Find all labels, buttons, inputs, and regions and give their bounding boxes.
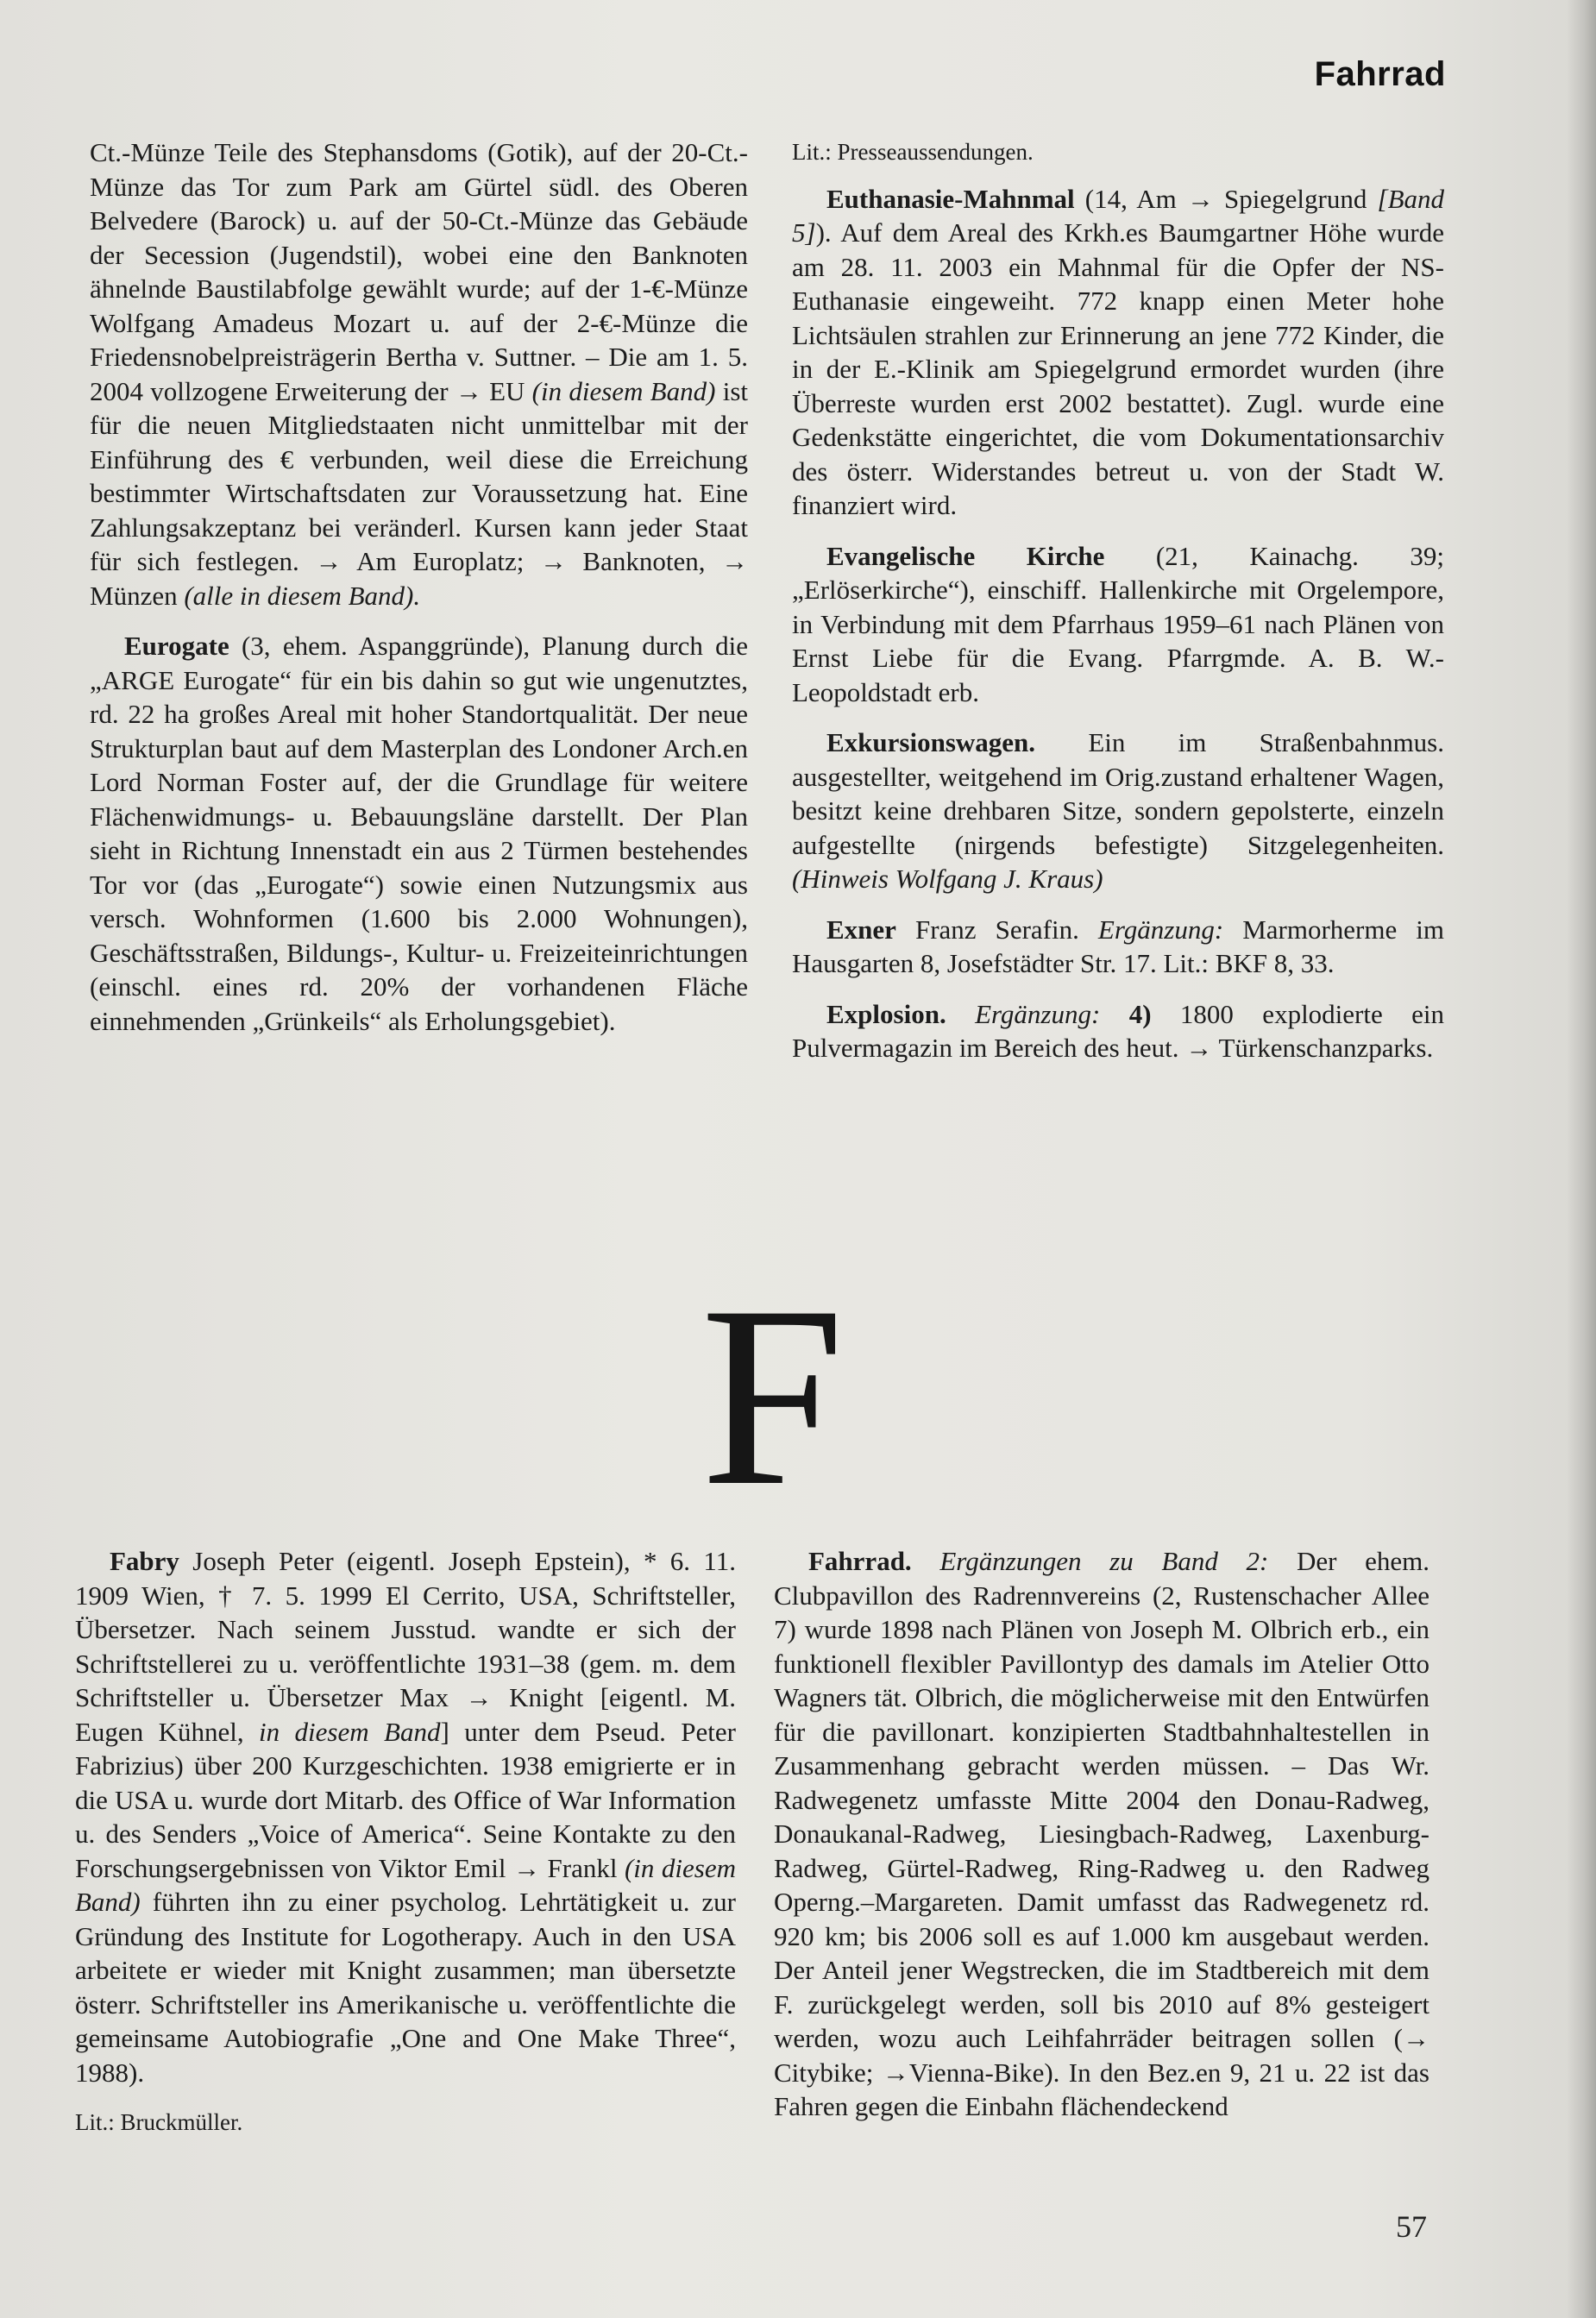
entry-text: Franz Serafin.: [895, 914, 1098, 945]
entry-text: Ein im Straßenbahnmus. ausgestellter, weitgehend im Orig.zustand erhaltener Wagen, besitzt keine drehbaren Sitze, sondern gepolsterte, einzeln aufgestellte (nirgends befestigte) Sitzgelegenheiten.: [792, 727, 1444, 860]
entry-text: führten ihn zu einer psycholog. Lehrtätigkeit u. zur Gründung des Institute for Logotherapy. Auch in den USA arbeitete er wieder mit Knight zusammen; man übersetzte österr. Schriftsteller ins Amerikanische u. veröffentlichte die gemeinsame Autobiografie „One and One Make Three“, 1988).: [75, 1887, 736, 2088]
entry-euro-continuation: [90, 135, 748, 612]
entry-italic: (alle in diesem Band).: [184, 580, 421, 611]
entry-italic: in diesem Band: [259, 1716, 441, 1747]
right-column-top: [792, 135, 1444, 1082]
entry-euthanasie-mahnmal: [792, 182, 1444, 523]
entry-text: ] unter dem Pseud. Peter Fabrizius) über 200 Kurzgeschichten. 1938 emigrierte er in die USA u. wurde dort Mitarb. des Office of War Information u. des Senders „Voice of America“. Seine Kontakte zu den Forschungsergebnissen von Viktor Emil → Frankl: [75, 1716, 736, 1883]
entry-number: 4): [1100, 998, 1152, 1029]
entry-text: (3, ehem. Aspanggründe), Planung durch die „ARGE Eurogate“ für ein bis dahin so gut wie ungenutztes, rd. 22 ha großes Areal mit hoher Standortqualität. Der neue Strukturplan baut auf dem Masterplan des Londoner Arch.en Lord Norman Foster auf, der die Grundlage für weitere Flächenwidmungs- u. Bebauungsläne darstellt. Der Plan sieht in Richtung Innenstadt ein aus 2 Türmen bestehendes Tor vor (das „Eurogate“) sowie einen Nutzungsmix aus versch. Wohnformen (1.600 bis 2.000 Wohnungen), Geschäftsstraßen, Bildungs-, Kultur- u. Freizeiteinrichtungen (einschl. eines rd. 20% der vorhandenen Fläche einnehmenden „Grünkeils“ als Erholungsgebiet).: [90, 631, 748, 1036]
lemma-exkursionswagen: Exkursionswagen.: [826, 727, 1036, 757]
entry-text: (21, Kainachg. 39; „Erlöserkirche“), einschiff. Hallenkirche mit Orgelempore, in Verbindung mit dem Pfarrhaus 1959–61 nach Plänen von Ernst Liebe für die Evang. Pfarrgmde. A. B. W.-Leopoldstadt erb.: [792, 540, 1444, 707]
lemma-euthanasie-mahnmal: Euthanasie-Mahnmal: [826, 183, 1075, 214]
entry-text: 1800 explodierte ein Pulvermagazin im Bereich des heut. → Türkenschanzparks.: [792, 998, 1445, 1063]
left-column-top: [90, 135, 748, 1054]
entry-italic: Ergänzung:: [1097, 914, 1224, 945]
lemma-fabry: Fabry: [110, 1546, 179, 1576]
entry-text: Ct.-Münze Teile des Stephansdoms (Gotik), auf der 20-Ct.-Münze das Tor zum Park am Gürtel südl. des Oberen Belvedere (Barock) u. auf der 50-Ct.-Münze das Gebäude der Secession (Jugendstil), wobei eine den Banknoten ähnelnde Baustilabfolge gewählt wurde; auf der 1-€-Münze Wolfgang Amadeus Mozart u. auf der 2-€-Münze die Friedensnobelpreisträgerin Bertha v. Suttner. – Die am 1. 5. 2004 vollzogene Erweiterung der → EU: [90, 137, 748, 406]
entry-italic: Ergänzungen zu Band 2:: [911, 1546, 1269, 1576]
lemma-explosion: Explosion.: [826, 998, 946, 1029]
entry-fahrrad: [774, 1544, 1429, 2124]
entry-eurogate: [90, 629, 748, 1038]
entry-italic: Ergänzung:: [946, 998, 1101, 1029]
entry-text: ist für die neuen Mitgliedstaaten nicht unmittelbar mit der Einführung des € verbunden, weil diese die Erreichung bestimmter Wirtschaftsdaten zur Voraussetzung hat. Eine Zahlungsakzeptanz bei veränderl. Kursen kann jeder Staat für sich festlegen. → Am Europlatz; → Banknoten, → Münzen: [90, 375, 748, 611]
literature-note: Lit.: Presseaussendungen.: [792, 139, 1034, 165]
entry-text: Der ehem. Clubpavillon des Radrennvereins (2, Rustenschacher Allee 7) wurde 1898 nach Plänen von Joseph M. Olbrich erb., ein funktionell flexibler Pavillontyp des damals im Atelier Otto Wagners tät. Olbrich, die möglicherweise mit den Entwürfen für die pavillonart. konzipierten Stadtbahnhaltestellen in Zusammenhang gebracht werden müssen. – Das Wr. Radwegenetz umfasste Mitte 2004 den Donau-Radweg, Donaukanal-Radweg, Liesingbach-Radweg, Laxenburg-Radweg, Gürtel-Radweg, Ring-Radweg u. den Radweg Operng.–Margareten. Damit umfasst das Radwegenetz rd. 920 km; bis 2006 soll es auf 1.000 km ausgebaut werden. Der Anteil jener Wegstrecken, die im Stadtbereich mit dem F. zurückgelegt werden, soll bis 2010 auf 8% gesteigert werden, wozu auch Leihfahrräder beitragen sollen (→ Citybike; →Vienna-Bike). In den Bez.en 9, 21 u. 22 ist das Fahren gegen die Einbahn flächendeckend: [774, 1546, 1429, 2121]
entry-italic: [Band 5]: [792, 183, 1444, 248]
entry-evangelische-kirche: [792, 539, 1444, 710]
lemma-fahrrad: Fahrrad.: [808, 1546, 912, 1576]
entry-text: (14, Am → Spiegelgrund: [1074, 183, 1378, 214]
lemma-eurogate: Eurogate: [124, 631, 229, 661]
entry-italic: (in diesem Band): [531, 375, 716, 406]
gutter-shadow: [1567, 0, 1596, 2318]
lemma-exner: Exner: [826, 914, 896, 945]
entry-text: ). Auf dem Areal des Krkh.es Baumgartner Höhe wurde am 28. 11. 2003 ein Mahnmal für die Opfer der NS-Euthanasie eingeweiht. 772 knapp einen Meter hohe Lichtsäulen strahlen zur Erinnerung an jene 772 Kinder, die in der E.-Klinik am Spiegelgrund ermordet wurden (ihre Überreste wurden erst 2002 bestattet). Zugl. wurde eine Gedenkstätte eingerichtet, die vom Dokumentationsarchiv des österr. Widerstandes betreut u. von der Stadt W. finanziert wird.: [792, 217, 1444, 520]
lemma-evangelische-kirche: Evangelische Kirche: [826, 540, 1105, 571]
right-column-bottom: [774, 1544, 1429, 2140]
entry-italic: (in diesem Band): [75, 1852, 736, 1917]
entry-fabry: [75, 1544, 736, 2089]
entry-explosion: [792, 997, 1444, 1065]
entry-exner: [792, 913, 1444, 981]
entry-italic: (Hinweis Wolfgang J. Kraus): [792, 864, 1103, 894]
entry-text: Marmorherme im Hausgarten 8, Josefstädter Str. 17. Lit.: BKF 8, 33.: [792, 914, 1444, 978]
left-column-bottom: [75, 1544, 736, 2152]
section-letter: F: [701, 1253, 845, 1539]
page-number: 57: [1396, 2209, 1427, 2244]
entry-text: Joseph Peter (eigentl. Joseph Epstein), * 6. 11. 1909 Wien, † 7. 5. 1999 El Cerrito, USA, Schriftsteller, Übersetzer. Nach seinem Jusstud. wandte er sich der Schriftstellerei zu u. veröffentlichte 1931–38 (gem. m. dem Schriftsteller u. Übersetzer Max → Knight [eigentl. M. Eugen Kühnel,: [75, 1546, 736, 1747]
entry-exkursionswagen: [792, 726, 1444, 896]
running-head: Fahrrad: [1314, 55, 1446, 93]
literature-note: Lit.: Bruckmüller.: [75, 2109, 243, 2135]
